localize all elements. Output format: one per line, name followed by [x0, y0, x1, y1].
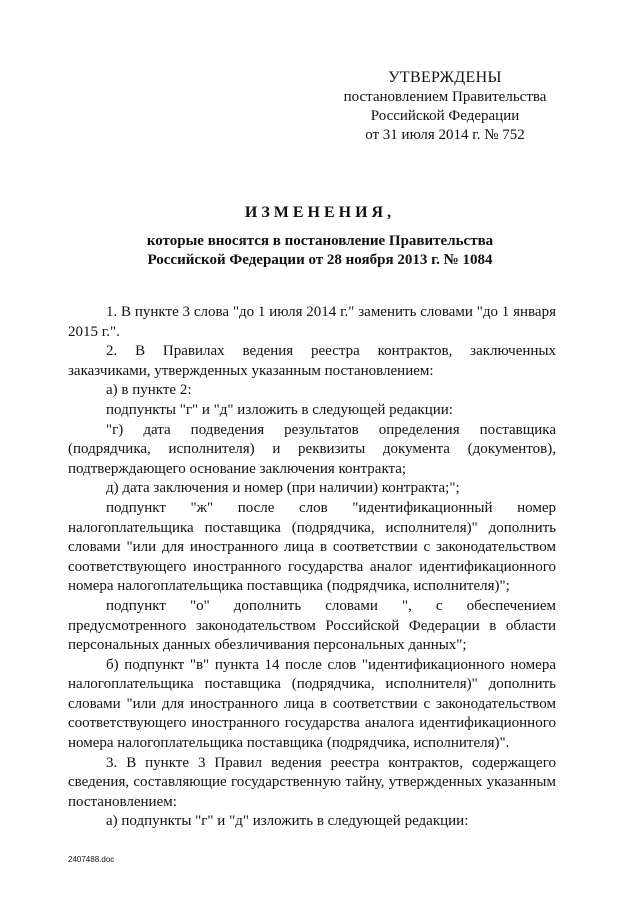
approval-title: УТВЕРЖДЕНЫ	[388, 69, 502, 86]
file-name-footer: 2407488.doc	[68, 855, 115, 864]
approval-stamp	[330, 68, 560, 145]
paragraph-5: "г) дата подведения результатов определения поставщика (подрядчика, исполнителя) и реквизиты документа (документов), подтверждающего основание заключения контракта;	[68, 421, 556, 477]
approval-line-2: Российской Федерации	[370, 108, 520, 124]
paragraph-1: 1. В пункте 3 слова "до 1 июля 2014 г." заменить словами "до 1 января 2015 г.".	[68, 304, 556, 340]
paragraph-8: подпункт "о" дополнить словами ", с обеспечением предусмотренного законодательством Российской Федерации в области персональных данных обезличивания персональных данных";	[68, 597, 556, 654]
approval-line-1: постановлением Правительства	[343, 89, 547, 105]
approval-line-3: от 31 июля 2014 г. № 752	[365, 127, 525, 143]
paragraph-6: д) дата заключения и номер (при наличии) контракта;";	[106, 480, 460, 497]
paragraph-7: подпункт "ж" после слов "идентификационный номер налогоплательщика поставщика (подрядчика, исполнителя)" дополнить словами "или для иностранного лица в соответствии с законодательством соответствующего иностранного государства аналог идентификационного номера налогоплательщика поставщика (подрядчика, исполнителя)";	[68, 499, 556, 595]
document-title: ИЗМЕНЕНИЯ,	[244, 204, 396, 221]
paragraph-11: а) подпункты "г" и "д" изложить в следующей редакции:	[106, 813, 469, 830]
paragraph-2: 2. В Правилах ведения реестра контрактов, заключенных заказчиками, утвержденных указанным постановлением:	[68, 343, 556, 379]
document-subtitle	[0, 232, 640, 270]
paragraph-3: а) в пункте 2:	[106, 382, 192, 399]
paragraph-9: б) подпункт "в" пункта 14 после слов "идентификационного номера налогоплательщика поставщика (подрядчика, исполнителя)" дополнить словами "или для иностранного лица в соответствии с законодательством соответствующего иностранного государства аналога идентификационного номера налогоплательщика поставщика (подрядчика, исполнителя)".	[68, 656, 556, 752]
paragraph-4: подпункты "г" и "д" изложить в следующей редакции:	[106, 401, 453, 418]
subtitle-line-2: Российской Федерации от 28 ноября 2013 г. № 1084	[147, 252, 493, 268]
document-body	[68, 303, 556, 832]
subtitle-line-1: которые вносятся в постановление Правительства	[146, 233, 494, 249]
paragraph-10: 3. В пункте 3 Правил ведения реестра контрактов, содержащего сведения, составляющие государственную тайну, утвержденных указанным постановлением:	[68, 754, 556, 810]
